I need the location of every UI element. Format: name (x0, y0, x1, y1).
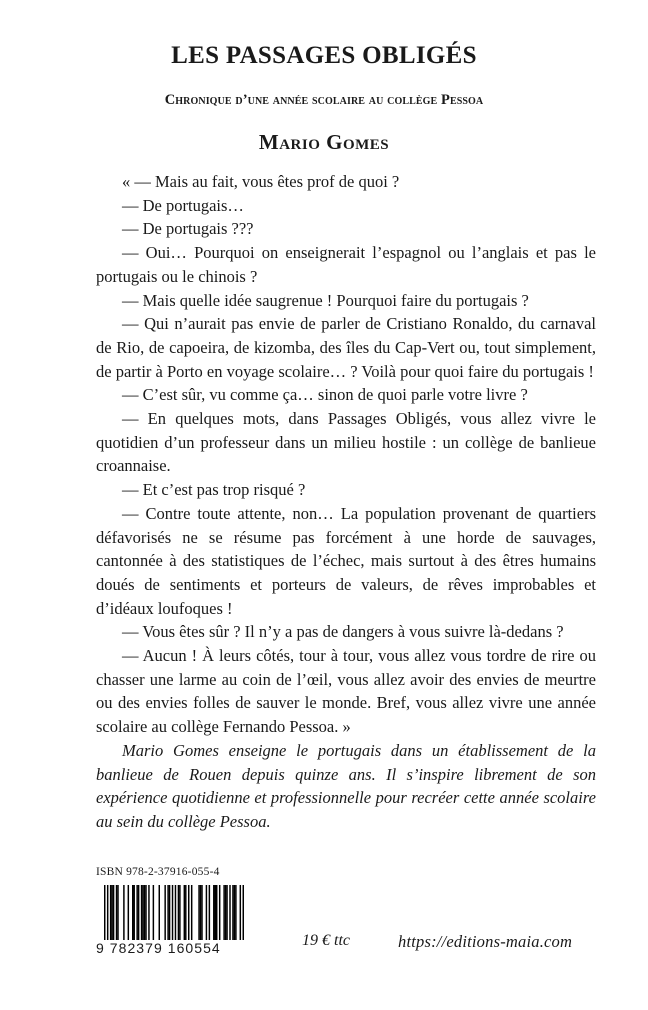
barcode-bar (225, 885, 226, 940)
barcode-bar (232, 885, 233, 940)
barcode-bar (240, 885, 241, 940)
publisher-url[interactable]: https://editions-maia.com (398, 932, 573, 951)
excerpt-line: — Oui… Pourquoi on enseignerait l’espagnol ou l’anglais et pas le portugais ou le chinois ? (96, 243, 596, 286)
barcode-bar (219, 885, 220, 940)
barcode-bar (200, 885, 201, 940)
barcode-bars (104, 885, 244, 940)
barcode-bar (128, 885, 129, 940)
barcode-bar (138, 885, 139, 940)
excerpt-line: — Contre toute attente, non… La population provenant de quartiers défavorisés ne se résume pas forcément à une horde de sauvages, cantonnée à des statistiques de l’échec, mais surtout à des êtres humains doués de sentiments et porteurs de valeurs, de rêves improbables et d’idéaux loufoques ! (96, 503, 596, 618)
barcode-bar (226, 885, 227, 940)
barcode-bar (117, 885, 118, 940)
isbn-label: ISBN 978-2-37916-055-4 (96, 866, 220, 878)
barcode-bar (136, 885, 137, 940)
barcode-bar (175, 885, 176, 940)
book-title: LES PASSAGES OBLIGÉS (171, 42, 477, 69)
barcode-bar (201, 885, 202, 940)
excerpt-text (96, 170, 596, 739)
excerpt-line: — Et c’est pas trop risqué ? (122, 480, 306, 500)
excerpt-line: — C’est sûr, vu comme ça… sinon de quoi parle votre livre ? (122, 385, 528, 405)
author-bio (96, 739, 596, 833)
excerpt-line: — Mais quelle idée saugrenue ! Pourquoi faire du portugais ? (122, 290, 529, 310)
excerpt-line: — En quelques mots, dans Passages Obligés, vous allez vivre le quotidien d’un professeur dans un milieu hostile : un collège de banlieue croannaise. (96, 409, 596, 476)
barcode-bar (133, 885, 134, 940)
author-name: Mario Gomes (258, 130, 390, 154)
barcode-bar (206, 885, 207, 940)
barcode-bar (169, 885, 170, 940)
barcode-bar (107, 885, 108, 940)
author-bio-text: Mario Gomes enseigne le portugais dans un établissement de la banlieue de Rouen depuis quinze ans. Il s’inspire librement de son expérience quotidienne et professionnelle pour recréer cette année scolaire au sein du collège Pessoa. (96, 741, 596, 831)
barcode-bar (145, 885, 146, 940)
barcode-bar (213, 885, 214, 940)
barcode-bar (132, 885, 133, 940)
barcode-bar (223, 885, 224, 940)
barcode-bar (188, 885, 189, 940)
excerpt-line: — Vous êtes sûr ? Il n’y a pas de dangers à vous suivre là-dedans ? (122, 622, 564, 642)
excerpt-line: — Aucun ! À leurs côtés, tour à tour, vous allez vous tordre de rire ou chasser une larme au coin de l’œil, vous allez avoir des envies de meurtre ou des envies folles de sauver le monde. Bref, vous allez vivre une année scolaire au collège Fernando Pessoa. » (96, 646, 596, 737)
barcode-bar (167, 885, 168, 940)
excerpt-line: — De portugais… (122, 195, 244, 215)
barcode-digits: 9 782379 160554 (96, 940, 221, 956)
barcode-bar (111, 885, 112, 940)
barcode-bar (184, 885, 185, 940)
book-subtitle: Chronique d’une année scolaire au collège Pessoa (164, 92, 484, 108)
barcode-bar (153, 885, 154, 940)
barcode-bar (110, 885, 111, 940)
barcode (96, 881, 244, 957)
barcode-bar (113, 885, 114, 940)
barcode-bar (229, 885, 230, 940)
barcode-bar (216, 885, 217, 940)
price-label: 19 € ttc (302, 932, 350, 949)
barcode-bar (148, 885, 149, 940)
barcode-bar (178, 885, 179, 940)
barcode-bar (172, 885, 173, 940)
barcode-bar (179, 885, 180, 940)
barcode-bar (191, 885, 192, 940)
barcode-bar (164, 885, 165, 940)
barcode-bar (116, 885, 117, 940)
barcode-bar (234, 885, 235, 940)
barcode-bar (209, 885, 210, 940)
excerpt-line: « — Mais au fait, vous êtes prof de quoi ? (122, 172, 400, 191)
barcode-bar (104, 885, 105, 940)
barcode-bar (141, 885, 142, 940)
barcode-bar (198, 885, 199, 940)
barcode-bar (142, 885, 143, 940)
barcode-bar (159, 885, 160, 940)
barcode-bar (215, 885, 216, 940)
excerpt-line: — Qui n’aurait pas envie de parler de Cristiano Ronaldo, du carnaval de Rio, de capoeira, de kizomba, des îles du Cap-Vert ou, tout simplement, de partir à Porto en voyage scolaire… ? Voilà pour quoi faire du portugais ! (96, 314, 596, 381)
barcode-bar (123, 885, 124, 940)
barcode-bar (185, 885, 186, 940)
barcode-bar (235, 885, 236, 940)
barcode-bar (144, 885, 145, 940)
barcode-bar (243, 885, 244, 940)
excerpt-line: — De portugais ??? (122, 219, 254, 239)
